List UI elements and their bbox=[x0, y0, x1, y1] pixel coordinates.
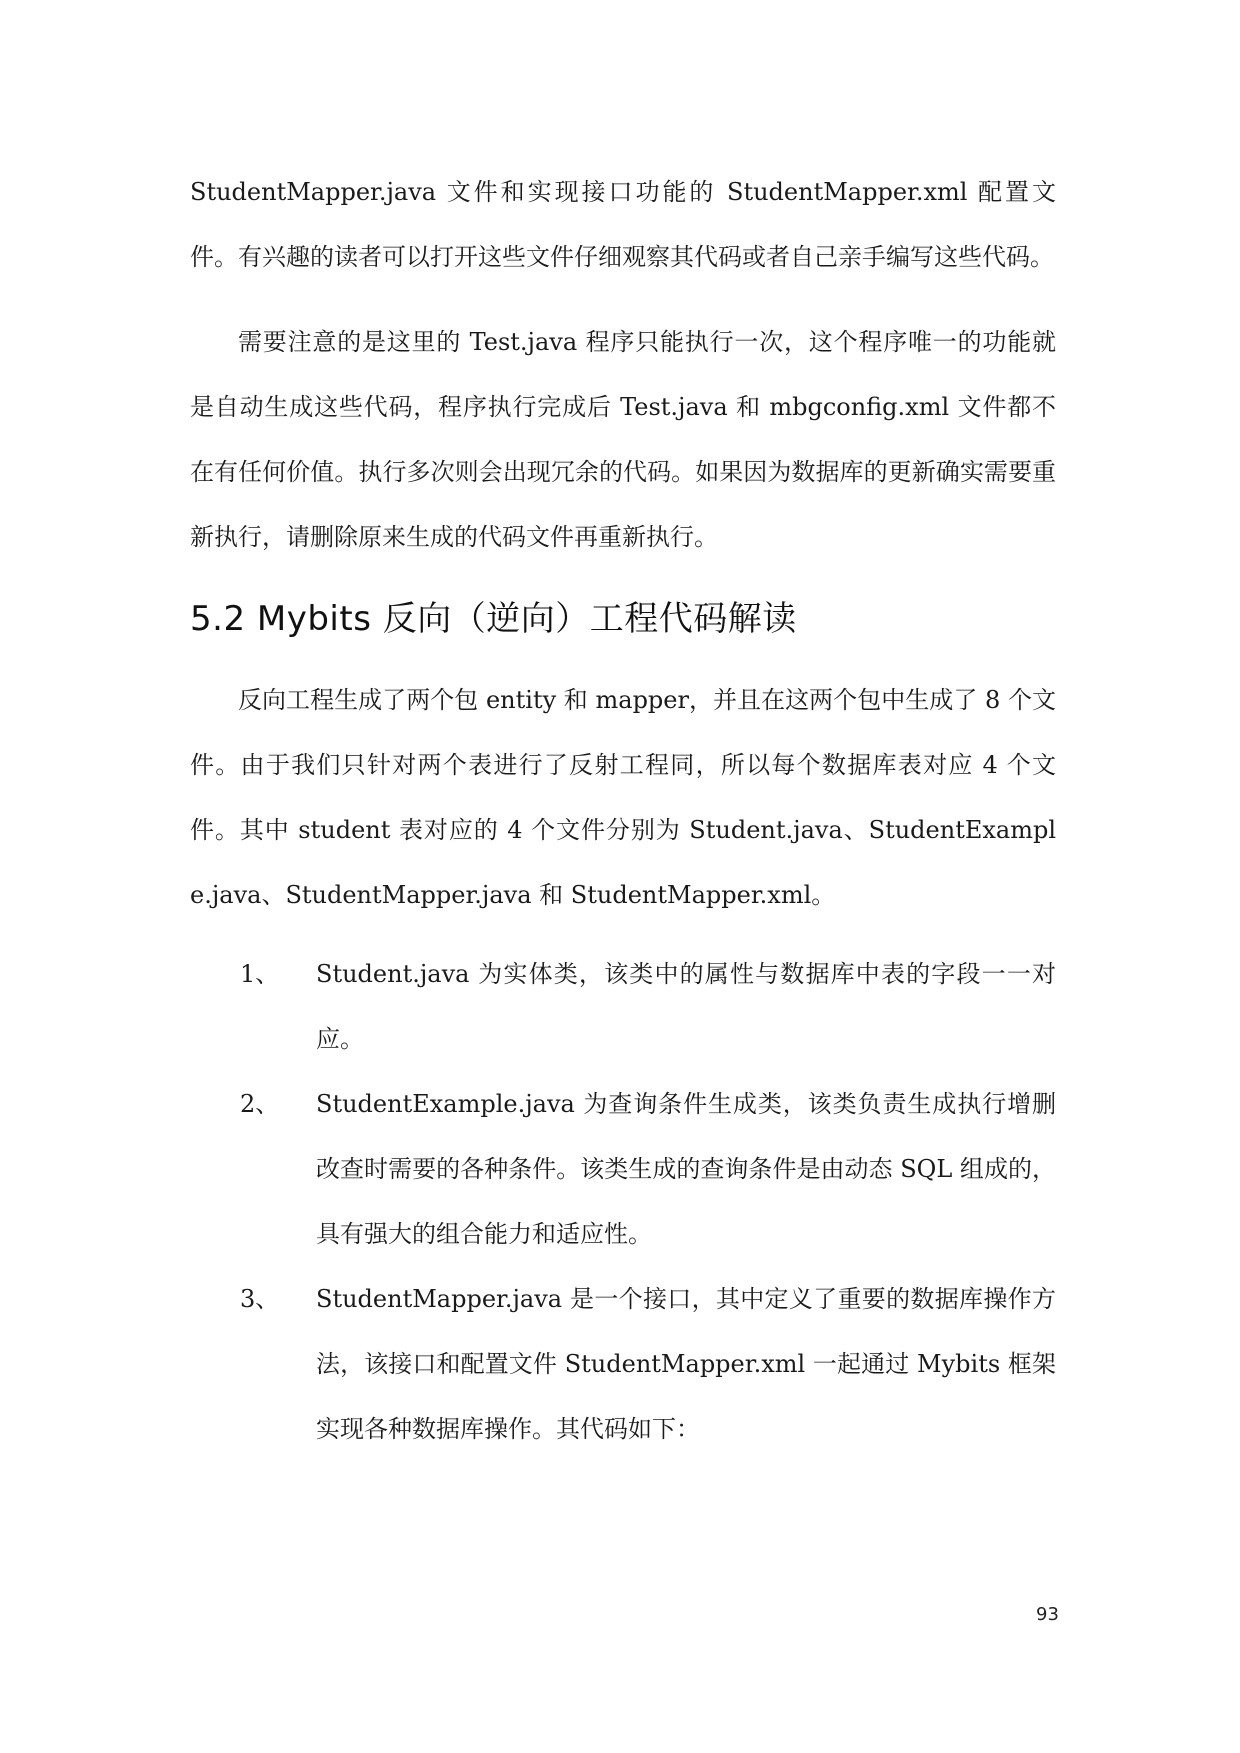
list-item-text: Student.java 为实体类，该类中的属性与数据库中表的字段一一对应。 bbox=[316, 960, 1056, 1053]
list-item-text: StudentExample.java 为查询条件生成类，该类负责生成执行增删改查时需要的各种条件。该类生成的查询条件是由动态 SQL 组成的，具有强大的组合能力和适应性。 bbox=[316, 1090, 1056, 1248]
list-item bbox=[190, 1072, 1056, 1267]
paragraph-test-java-note: 需要注意的是这里的 Test.java 程序只能执行一次，这个程序唯一的功能就是自动生成这些代码，程序执行完成后 Test.java 和 mbgconfig.xml 文件都不在有任何价值。执行多次则会出现冗余的代码。如果因为数据库的更新确实需要重新执行，请删除原来生成的代码文件再重新执行。 bbox=[190, 328, 1056, 551]
spacer bbox=[190, 570, 1056, 584]
list-item bbox=[190, 942, 1056, 1072]
list-item-number: 1、 bbox=[240, 960, 280, 988]
list-item-number: 3、 bbox=[240, 1285, 280, 1313]
spacer bbox=[190, 928, 1056, 942]
paragraph-mapper-files: StudentMapper.java 文件和实现接口功能的 StudentMapper.xml 配置文件。有兴趣的读者可以打开这些文件仔细观察其代码或者自己亲手编写这些代码。 bbox=[190, 178, 1056, 271]
paragraph-generated-files: 反向工程生成了两个包 entity 和 mapper，并且在这两个包中生成了 8 个文件。由于我们只针对两个表进行了反射工程同，所以每个数据库表对应 4 个文件。其中 student 表对应的 4 个文件分别为 Student.java、StudentExample.java、StudentMapper.java 和 StudentMapper.xml。 bbox=[190, 686, 1056, 909]
spacer bbox=[190, 654, 1056, 668]
numbered-list bbox=[190, 942, 1056, 1462]
list-item bbox=[190, 1267, 1056, 1462]
list-item-text: StudentMapper.java 是一个接口，其中定义了重要的数据库操作方法，该接口和配置文件 StudentMapper.xml 一起通过 Mybits 框架实现各种数据库操作。其代码如下： bbox=[316, 1285, 1056, 1443]
list-item-number: 2、 bbox=[240, 1090, 280, 1118]
spacer bbox=[190, 290, 1056, 310]
page-content bbox=[190, 160, 1056, 1462]
page-number: 93 bbox=[1036, 1604, 1059, 1625]
section-heading: 5.2 Mybits 反向（逆向）工程代码解读 bbox=[190, 599, 797, 639]
